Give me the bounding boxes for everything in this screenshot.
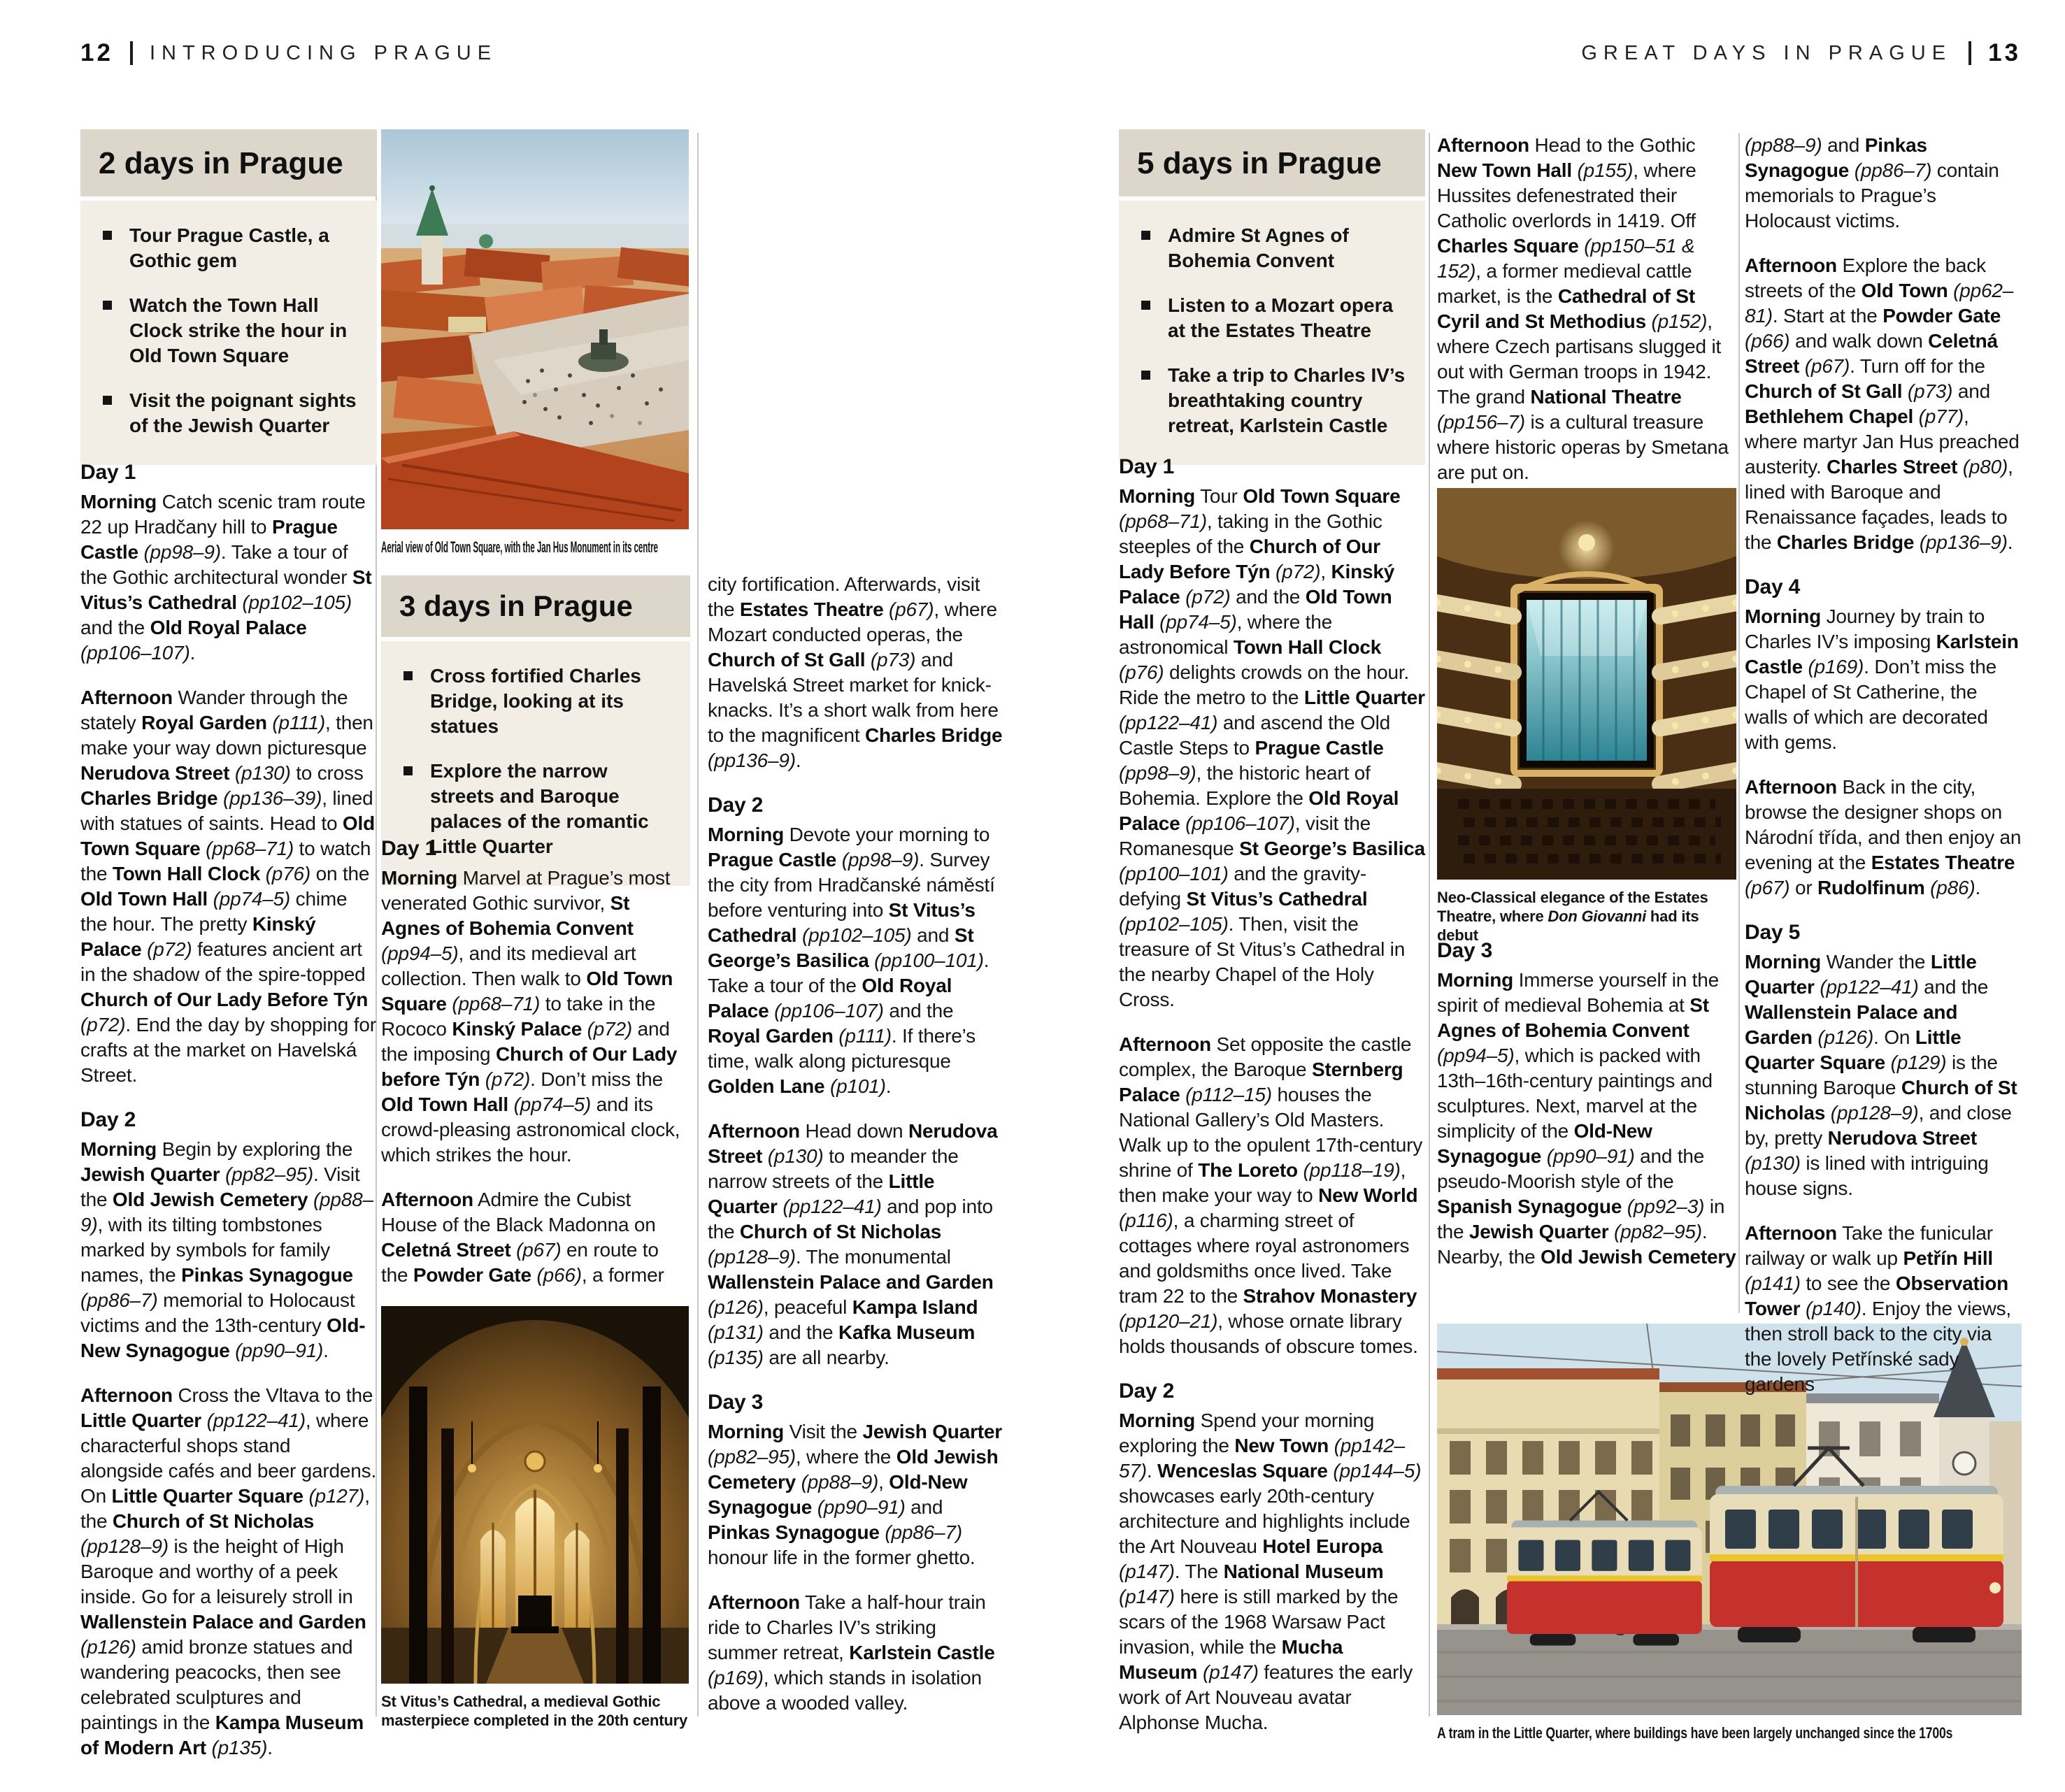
itinerary-paragraph: Morning Immerse yourself in the spirit of medieval Bohemia at St Agnes of Bohemia Convent (pp94–5), which is packed with 13th–16th-century paintings and sculptures. Next, marvel at the simplicity of the Old-New Synagogue (pp90–91) and the pseudo-Moorish style of the Spanish Synagogue (pp92–3) in the Jewish Quarter (pp82–95). Nearby, the Old Jewish Cemetery: [1437, 969, 1736, 1268]
day-heading: Day 1: [381, 837, 437, 860]
itinerary-highlights: [80, 201, 377, 465]
photo-caption: [381, 538, 689, 557]
highlight-item: Listen to a Mozart opera at the Estates Theatre: [1136, 293, 1408, 343]
page-header-left: [80, 39, 497, 67]
day-heading: Day 3: [1437, 939, 1493, 962]
itinerary-box-title: 2 days in Prague: [80, 129, 377, 196]
itinerary-paragraph: Morning Marvel at Prague’s most venerated Gothic survivor, St Agnes of Bohemia Convent (pp94–5), and its medieval art collection. Then walk to Old Town Square (pp68–71) to take in the Rococo Kinský Palace (p72) and the imposing Church of Our Lady before Týn (p72). Don’t miss the Old Town Hall (pp74–5) and its crowd-pleasing astronomical clock, which strikes the hour.: [381, 867, 680, 1166]
photo-caption-text: Aerial view of Old Town Square, with the Jan Hus Monument in its centre: [381, 538, 658, 556]
photo-caption-text: A tram in the Little Quarter, where buildings have been largely unchanged since the 1700s: [1437, 1724, 1953, 1742]
itinerary-paragraph: (pp88–9) and Pinkas Synagogue (pp86–7) contain memorials to Prague’s Holocaust victims.: [1745, 134, 1999, 231]
day-heading: Day 4: [1745, 575, 1801, 598]
itinerary-paragraph: Afternoon Set opposite the castle complex, the Baroque Sternberg Palace (p112–15) houses the National Gallery’s Old Masters. Walk up to the opulent 17th-century shrine of The Loreto (pp118–19), then make your way to New World (p116), a charming street of cottages where royal astronomers and goldsmiths once lived. Take tram 22 to the Strahov Monastery (pp120–21), whose ornate library holds thousands of obscure tomes.: [1119, 1033, 1423, 1357]
itinerary-paragraph: Morning Catch scenic tram route 22 up Hradčany hill to Prague Castle (pp98–9). Take a tour of the Gothic architectural wonder St Vitus’s Cathedral (pp102–105) and the Old Royal Palace (pp106–107).: [80, 491, 372, 664]
photo-caption: [1437, 1723, 2022, 1742]
itinerary-paragraph: Afternoon Cross the Vltava to the Little Quarter (pp122–41), where characterful shops stand alongside cafés and beer gardens. On Little Quarter Square (p127), the Church of St Nicholas (pp128–9) is the height of High Baroque and worthy of a peek inside. Go for a leisurely stroll in Wallenstein Palace and Garden (p126) amid bronze statues and wandering peacocks, then see celebrated sculptures and paintings in the Kampa Museum of Modern Art (p135).: [80, 1384, 377, 1758]
itinerary-box-title: 5 days in Prague: [1119, 129, 1425, 196]
itinerary-highlights: [1119, 201, 1425, 465]
section-title-right: GREAT DAYS IN PRAGUE: [1581, 41, 1952, 64]
header-divider: [1968, 41, 1971, 65]
day-heading: Day 2: [1119, 1379, 1175, 1403]
itinerary-box-5-days: [1119, 129, 1425, 465]
photo-st-vitus-cathedral-interior: [381, 1306, 689, 1684]
itinerary-box-title: 3 days in Prague: [381, 575, 690, 637]
figure-old-town-square: [381, 129, 689, 557]
itinerary-paragraph: Afternoon Head down Nerudova Street (p130) to meander the narrow streets of the Little Quarter (pp122–41) and pop into the Church of St Nicholas (pp128–9). The monumental Wallenstein Palace and Garden (p126), peaceful Kampa Island (p131) and the Kafka Museum (p135) are all nearby.: [708, 1120, 998, 1368]
day-heading: Day 2: [80, 1108, 136, 1131]
highlight-item: Watch the Town Hall Clock strike the hour in Old Town Square: [97, 293, 360, 368]
day-heading: Day 1: [1119, 455, 1175, 478]
day-heading: Day 2: [708, 794, 764, 817]
day-heading: Day 5: [1745, 921, 1801, 944]
page-number-right: 13: [1988, 39, 2021, 66]
figure-st-vitus: [381, 1306, 689, 1730]
itinerary-paragraph: Morning Visit the Jewish Quarter (pp82–95), where the Old Jewish Cemetery (pp88–9), Old-New Synagogue (pp90–91) and Pinkas Synagogue (pp86–7) honour life in the former ghetto.: [708, 1421, 1002, 1568]
itinerary-paragraph: Afternoon Back in the city, browse the designer shops on Národní třída, and then enjoy an evening at the Estates Theatre (p67) or Rudolfinum (p86).: [1745, 776, 2022, 898]
itinerary-paragraph: Morning Wander the Little Quarter (pp122–41) and the Wallenstein Palace and Garden (p126). On Little Quarter Square (p129) is the stunning Baroque Church of St Nicholas (pp128–9), and close by, pretty Nerudova Street (p130) is lined with intriguing house signs.: [1745, 951, 2017, 1199]
day-heading: Day 3: [708, 1391, 764, 1414]
itinerary-box-2-days: [80, 129, 377, 465]
itinerary-paragraph: Afternoon Admire the Cubist House of the Black Madonna on Celetná Street (p67) en route to the Powder Gate (p66), a former: [381, 1189, 664, 1286]
page-header-right: [1581, 39, 2021, 67]
highlight-item: Take a trip to Charles IV’s breathtaking country retreat, Karlstein Castle: [1136, 363, 1408, 438]
itinerary-paragraph: Morning Tour Old Town Square (pp68–71), taking in the Gothic steeples of the Church of Our Lady Before Týn (p72), Kinský Palace (p72) and the Old Town Hall (pp74–5), where the astronomical Town Hall Clock (p76) delights crowds on the hour. Ride the metro to the Little Quarter (pp122–41) and ascend the Old Castle Steps to Prague Castle (pp98–9), the historic heart of Bohemia. Explore the Old Royal Palace (pp106–107), visit the Romanesque St George’s Basilica (pp100–101) and the gravity-defying St Vitus’s Cathedral (pp102–105). Then, visit the treasure of St Vitus’s Cathedral in the nearby Chapel of the Holy Cross.: [1119, 485, 1425, 1010]
highlight-item: Tour Prague Castle, a Gothic gem: [97, 223, 360, 273]
column-5days-itinerary: [1119, 454, 1427, 1735]
itinerary-paragraph: Morning Devote your morning to Prague Castle (pp98–9). Survey the city from Hradčanské náměstí before venturing into St Vitus’s Cathedral (pp102–105) and St George’s Basilica (pp100–101). Take a tour of the Old Royal Palace (pp106–107) and the Royal Garden (p111). If there’s time, walk along picturesque Golden Lane (p101).: [708, 824, 995, 1097]
itinerary-paragraph: Morning Journey by train to Charles IV’s imposing Karlstein Castle (p169). Don’t miss the Chapel of St Catherine, the walls of which are decorated with gems.: [1745, 605, 2019, 753]
highlight-item: Cross fortified Charles Bridge, looking at its statues: [398, 664, 673, 739]
photo-old-town-square-aerial: [381, 129, 689, 529]
highlight-item: Explore the narrow streets and Baroque palaces of the romantic Little Quarter: [398, 759, 673, 859]
photo-caption: Neo-Classical elegance of the Estates Theatre, where Don Giovanni had its debut: [1437, 889, 1708, 944]
highlight-item: Admire St Agnes of Bohemia Convent: [1136, 223, 1408, 273]
column-5days-afternoon: [1437, 133, 1738, 485]
itinerary-paragraph: Morning Begin by exploring the Jewish Quarter (pp82–95). Visit the Old Jewish Cemetery (pp88–9), with its tilting tombstones marked by symbols for family names, the Pinkas Synagogue (pp86–7) memorial to Holocaust victims and the 13th-century Old-New Synagogue (pp90–91).: [80, 1138, 373, 1361]
page-number-left: 12: [80, 39, 113, 66]
column-3days-continued: [708, 572, 1008, 1716]
header-divider: [130, 41, 133, 65]
itinerary-paragraph: Afternoon Head to the Gothic New Town Hall (p155), where Hussites defenestrated their Catholic overlords in 1419. Off Charles Square (pp150–51 & 152), a former medieval cattle market, is the Cathedral of St Cyril and St Methodius (p152), where Czech partisans slugged it out with German troops in 1942. The grand National Theatre (pp156–7) is a cultural treasure where historic operas by Smetana are put on.: [1437, 134, 1729, 483]
highlight-item: Visit the poignant sights of the Jewish Quarter: [97, 388, 360, 438]
itinerary-paragraph: Morning Spend your morning exploring the New Town (pp142–57). Wenceslas Square (pp144–5) showcases early 20th-century architecture and highlights include the Art Nouveau Hotel Europa (p147). The National Museum (p147) here is still marked by the scars of the 1968 Warsaw Pact invasion, while the Mucha Museum (p147) features the early work of Art Nouveau avatar Alphonse Mucha.: [1119, 1410, 1422, 1733]
column-5days-day3: [1437, 938, 1741, 1270]
figure-estates-theatre: [1437, 488, 1736, 945]
column-rule: [697, 133, 699, 1716]
column-3days-itinerary: [381, 836, 689, 1288]
itinerary-paragraph: Afternoon Take a half-hour train ride to Charles IV’s striking summer retreat, Karlstein Castle (p169), which stands in isolation above a wooded valley.: [708, 1591, 995, 1714]
column-rule: [1429, 133, 1430, 1716]
column-2days-itinerary: [80, 460, 377, 1761]
itinerary-paragraph: Afternoon Take the funicular railway or walk up Petřín Hill (p141) to see the Observation Tower (p140). Enjoy the views, then stroll back to the city via the lovely Petřínské sady gardens: [1745, 1222, 2012, 1395]
itinerary-paragraph: Afternoon Wander through the stately Royal Garden (p111), then make your way down picturesque Nerudova Street (p130) to cross Charles Bridge (pp136–39), lined with statues of saints. Head to Old Town Square (pp68–71) to watch the Town Hall Clock (p76) on the Old Town Hall (pp74–5) chime the hour. The pretty Kinský Palace (p72) features ancient art in the shadow of the spire-topped Church of Our Lady Before Týn (p72). End the day by shopping for crafts at the market on Havelská Street.: [80, 687, 376, 1086]
photo-caption: St Vitus’s Cathedral, a medieval Gothic masterpiece completed in the 20th century: [381, 1693, 688, 1729]
section-title-left: INTRODUCING PRAGUE: [149, 41, 498, 64]
column-5days-continued: [1745, 133, 2023, 1397]
day-heading: Day 1: [80, 461, 136, 484]
itinerary-paragraph: city fortification. Afterwards, visit the Estates Theatre (p67), where Mozart conducted operas, the Church of St Gall (p73) and Havelská Street market for knick-knacks. It’s a short walk from here to the magnificent Charles Bridge (pp136–9).: [708, 573, 1003, 771]
itinerary-paragraph: Afternoon Explore the back streets of the Old Town (pp62–81). Start at the Powder Gate (p66) and walk down Celetná Street (p67). Turn off for the Church of St Gall (p73) and Bethlehem Chapel (p77), where martyr Jan Hus preached austerity. Charles Street (p80), lined with Baroque and Renaissance façades, leads to the Charles Bridge (pp136–9).: [1745, 255, 2020, 553]
photo-estates-theatre-interior: [1437, 488, 1736, 880]
